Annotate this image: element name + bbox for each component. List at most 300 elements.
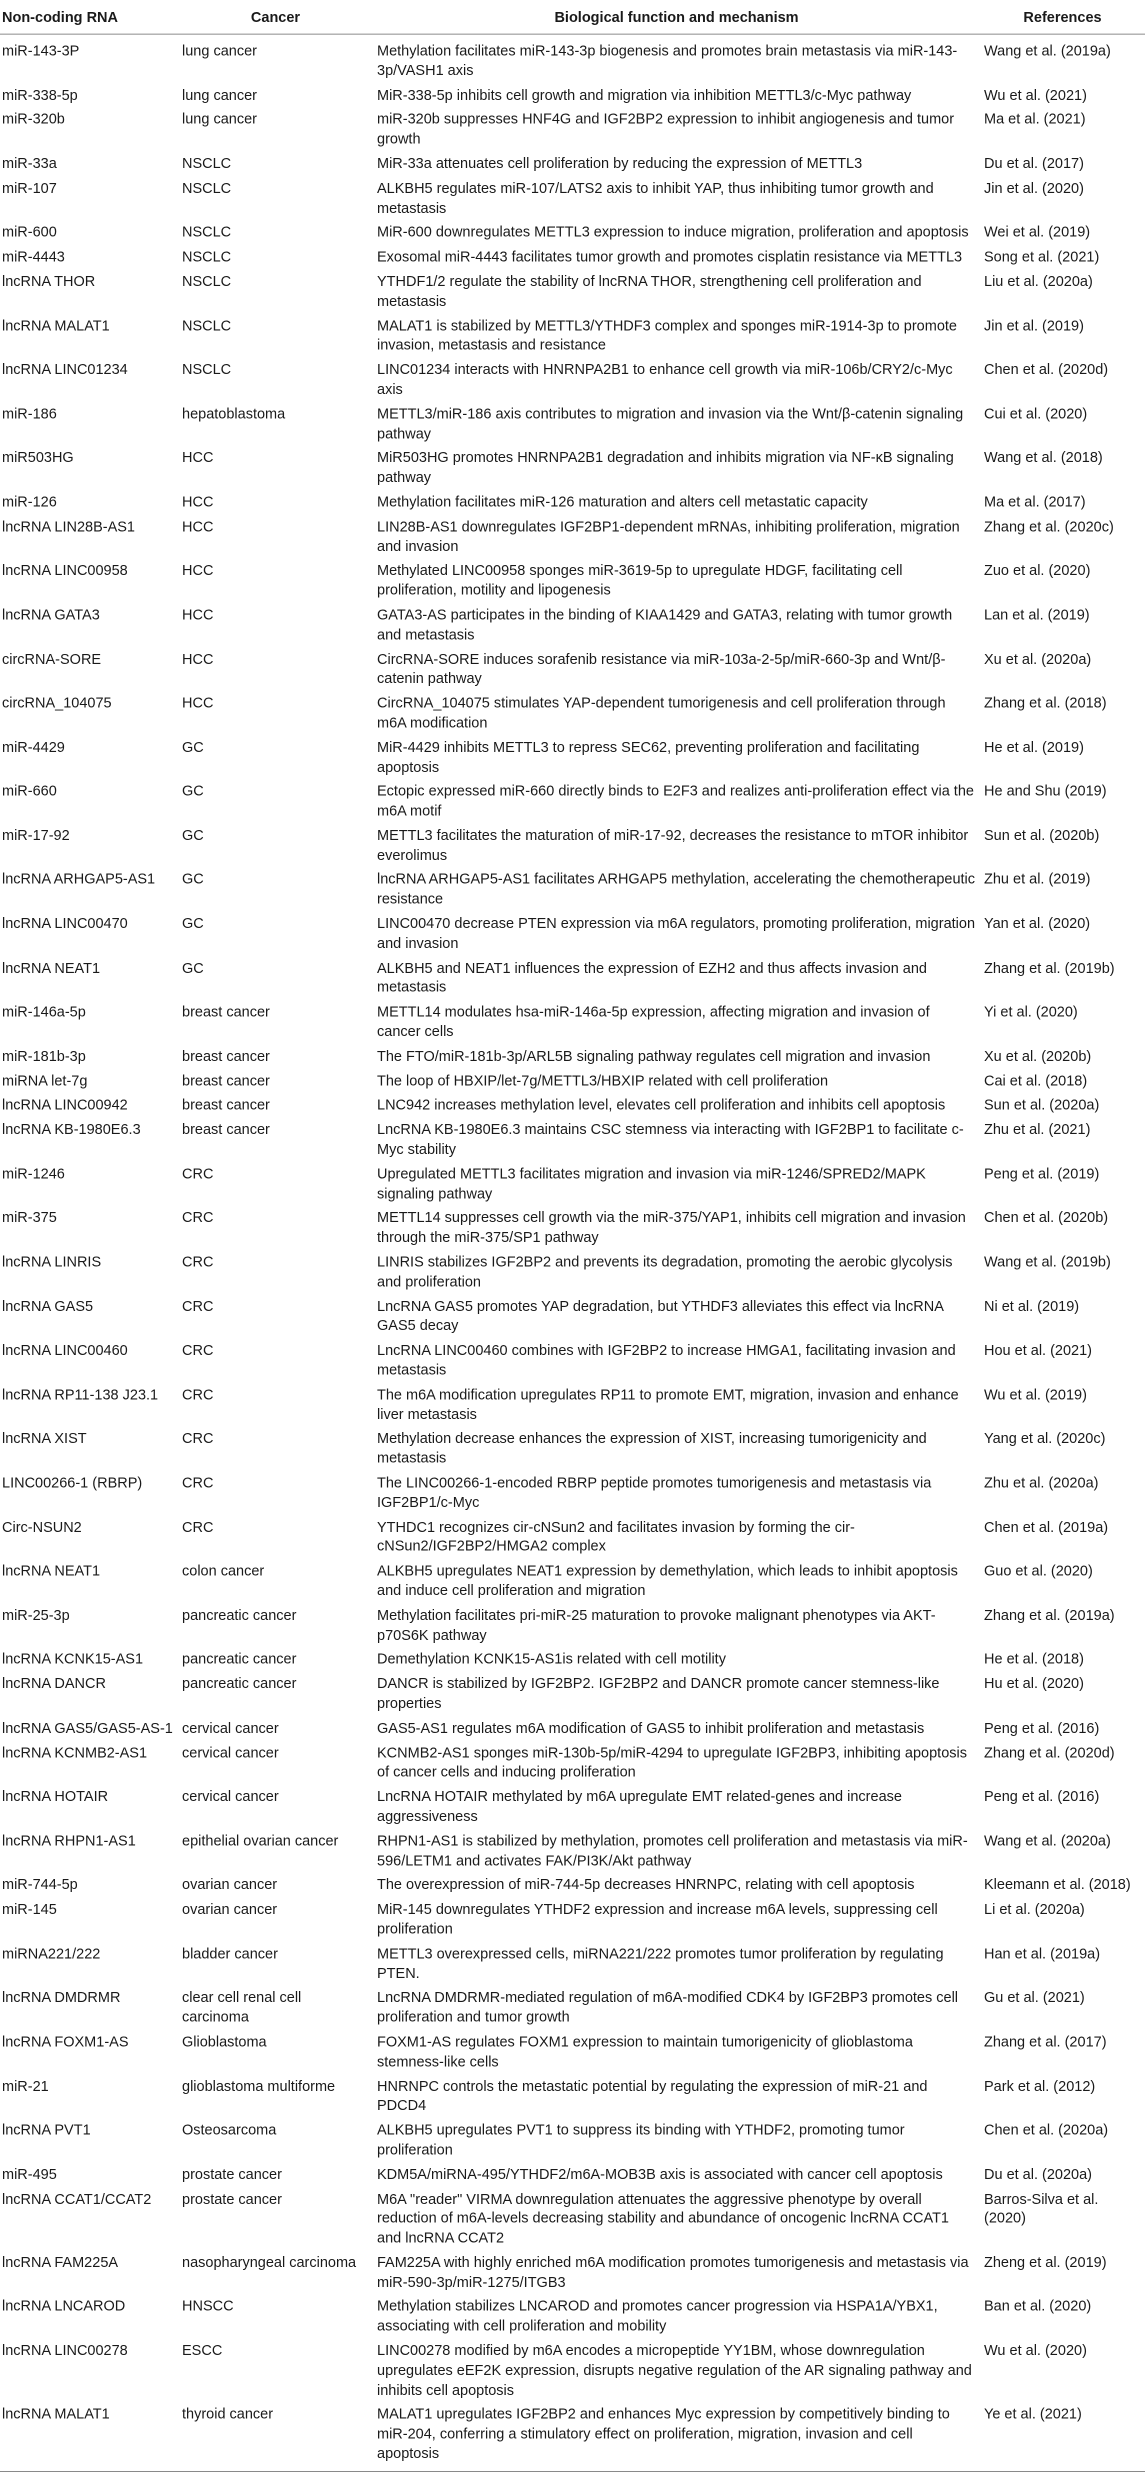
cell-noncoding-rna: miRNA221/222 [2, 1946, 101, 1963]
cell-noncoding-rna: lncRNA KCNMB2-AS1 [2, 1745, 148, 1762]
cell-noncoding-rna: miRNA let-7g [2, 1073, 88, 1090]
cell-function: Ectopic expressed miR-660 directly binds to E2F3 and realizes anti-proliferation effect via the m6A motif [377, 784, 974, 820]
cell-reference: Chen et al. (2020b) [984, 1210, 1109, 1227]
cell-function: The loop of HBXIP/let-7g/METTL3/HBXIP related with cell proliferation [377, 1073, 829, 1090]
cell-noncoding-rna: lncRNA GAS5 [2, 1298, 94, 1315]
cell-function: The FTO/miR-181b-3p/ARL5B signaling pathway regulates cell migration and invasion [377, 1048, 931, 1065]
cell-function: Methylation facilitates miR-143-3p biogenesis and promotes brain metastasis via miR-143-3p/VASH1 axis [377, 43, 958, 79]
cell-cancer: breast cancer [182, 1122, 270, 1139]
cell-function: CircRNA-SORE induces sorafenib resistance via miR-103a-2-5p/miR-660-3p and Wnt/β-catenin pathway [377, 651, 946, 688]
cell-function: LIN28B-AS1 downregulates IGF2BP1-dependent mRNAs, inhibiting proliferation, migration and invasion [377, 519, 960, 555]
cell-reference: Lan et al. (2019) [984, 607, 1090, 624]
cell-reference: Zhang et al. (2020d) [984, 1745, 1115, 1762]
cell-function: ALKBH5 and NEAT1 influences the expression of EZH2 and thus affects invasion and metastasis [377, 960, 927, 996]
table-row [0, 1831, 1145, 1875]
cell-function: ALKBH5 upregulates PVT1 to suppress its binding with YTHDF2, promoting tumor proliferation [377, 2122, 905, 2159]
cell-reference: Wang et al. (2019a) [984, 43, 1111, 60]
cell-noncoding-rna: lncRNA LINC00278 [2, 2343, 128, 2360]
cell-noncoding-rna: lncRNA LNCAROD [2, 2299, 126, 2316]
cell-cancer: CRC [182, 1254, 214, 1271]
table-row [0, 316, 1145, 360]
table-row [0, 606, 1145, 650]
cell-noncoding-rna: miR-33a [2, 156, 57, 173]
cell-reference: Zhang et al. (2017) [984, 2034, 1107, 2051]
table-row [0, 870, 1145, 914]
cell-reference: Zhang et al. (2018) [984, 695, 1107, 712]
cell-noncoding-rna: LINC00266-1 (RBRP) [2, 1475, 143, 1492]
cell-reference: Yang et al. (2020c) [984, 1431, 1106, 1448]
table-row [0, 1900, 1145, 1944]
table-row [0, 2253, 1145, 2297]
cell-cancer: thyroid cancer [178, 2405, 373, 2471]
table-row [0, 404, 1145, 448]
cell-cancer: GC [182, 872, 204, 889]
cell-reference: Ban et al. (2020) [984, 2299, 1092, 2316]
cell-reference: Jin et al. (2019) [984, 318, 1084, 335]
cell-function: The m6A modification upregulates RP11 to promote EMT, migration, invasion and enhance liver metastasis [377, 1387, 959, 1423]
cell-cancer: NSCLC [182, 318, 232, 335]
cell-function: LncRNA DMDRMR-mediated regulation of m6A-modified CDK4 by IGF2BP3 promotes cell proliferation and tumor growth [377, 1990, 959, 2026]
cell-noncoding-rna: lncRNA LINC00958 [2, 563, 128, 580]
table-row [0, 1165, 1145, 1209]
cell-reference: Wu et al. (2021) [984, 87, 1087, 104]
cell-noncoding-rna: miR-744-5p [2, 1877, 78, 1894]
table-row [0, 1003, 1145, 1047]
cell-function: MiR-33a attenuates cell proliferation by reducing the expression of METTL3 [377, 156, 863, 173]
cell-reference: Wei et al. (2019) [984, 225, 1091, 241]
cell-function: LncRNA KB-1980E6.3 maintains CSC stemness via interacting with IGF2BP1 to facilitate c-Myc stability [377, 1122, 964, 1158]
table-row [0, 694, 1145, 738]
cell-reference: Hou et al. (2021) [984, 1343, 1093, 1359]
table-row [0, 1606, 1145, 1650]
table-row [0, 650, 1145, 694]
table-row [0, 1988, 1145, 2032]
cell-cancer: NSCLC [182, 225, 232, 241]
cell-function: LINC00470 decrease PTEN expression via m6A regulators, promoting proliferation, migration and invasion [377, 916, 976, 952]
header-biological-function: Biological function and mechanism [373, 0, 980, 34]
cell-function: METTL14 suppresses cell growth via the miR-375/YAP1, inhibits cell migration and invasion through the miR-375/SP1 pathway [377, 1210, 966, 1247]
cell-noncoding-rna: miR-4443 [2, 249, 65, 266]
cell-reference: Yan et al. (2020) [984, 916, 1091, 933]
table-row [0, 1562, 1145, 1606]
cell-noncoding-rna: lncRNA CCAT1/CCAT2 [2, 2191, 152, 2208]
cell-noncoding-rna: circRNA_104075 [2, 695, 112, 712]
cell-reference: Wang et al. (2018) [984, 450, 1103, 467]
cell-function: CircRNA_104075 stimulates YAP-dependent tumorigenesis and cell proliferation through m6A modification [377, 695, 946, 732]
cell-reference: Chen et al. (2019a) [984, 1519, 1109, 1536]
cell-function: MiR-338-5p inhibits cell growth and migration via inhibition METTL3/c-Myc pathway [377, 87, 912, 104]
table-row [0, 2341, 1145, 2405]
cell-cancer: bladder cancer [182, 1946, 278, 1963]
table-header [0, 0, 1145, 34]
cell-noncoding-rna: lncRNA LINC01234 [2, 362, 128, 379]
cell-function: MALAT1 upregulates IGF2BP2 and enhances Myc expression by competitively binding to miR-204, conferring a stimulatory effect on proliferation, migration, invasion and cell apoptosis [373, 2405, 980, 2471]
cell-cancer: CRC [182, 1343, 214, 1359]
table-row [0, 561, 1145, 605]
cell-cancer: epithelial ovarian cancer [182, 1833, 339, 1850]
table-row [0, 2077, 1145, 2121]
cell-function: KCNMB2-AS1 sponges miR-130b-5p/miR-4294 to upregulate IGF2BP3, inhibiting apoptosis of cancer cells and inducing proliferation [377, 1745, 967, 1781]
cell-reference: Chen et al. (2020d) [984, 362, 1109, 379]
cell-cancer: NSCLC [182, 362, 232, 379]
cell-cancer: HCC [182, 450, 214, 467]
cell-noncoding-rna: lncRNA FAM225A [2, 2255, 119, 2272]
cell-noncoding-rna: lncRNA RP11-138 J23.1 [2, 1387, 159, 1404]
cell-noncoding-rna: miR-186 [2, 406, 57, 423]
table-row [0, 1253, 1145, 1297]
cell-reference: Zhu et al. (2019) [984, 872, 1091, 889]
cell-cancer: breast cancer [182, 1097, 270, 1114]
table-row [0, 1071, 1145, 1096]
cell-cancer: HCC [182, 519, 214, 536]
table-row [0, 179, 1145, 223]
cell-cancer: cervical cancer [182, 1789, 279, 1806]
cell-reference: Sun et al. (2020b) [984, 828, 1100, 845]
cell-cancer: CRC [182, 1387, 214, 1404]
cell-function: Methylation facilitates pri-miR-25 maturation to provoke malignant phenotypes via AKT-p70S6K pathway [377, 1607, 936, 1644]
cell-cancer: Glioblastoma [182, 2034, 267, 2051]
table-row [0, 1297, 1145, 1341]
cell-function: METTL3 overexpressed cells, miRNA221/222 promotes tumor proliferation by regulating PTEN. [377, 1946, 944, 1982]
cell-noncoding-rna: lncRNA THOR [2, 274, 96, 290]
table-row [0, 272, 1145, 316]
cell-noncoding-rna: lncRNA FOXM1-AS [2, 2034, 129, 2051]
table-row [0, 2297, 1145, 2341]
cell-cancer: ESCC [182, 2343, 223, 2360]
table-row [0, 154, 1145, 179]
cell-function: Exosomal miR-4443 facilitates tumor growth and promotes cisplatin resistance via METTL3 [377, 249, 963, 266]
cell-function: MiR-4429 inhibits METTL3 to repress SEC62, preventing proliferation and facilitating apoptosis [377, 739, 920, 776]
table-row [0, 826, 1145, 870]
cell-function: The LINC00266-1-encoded RBRP peptide promotes tumorigenesis and metastasis via IGF2BP1/c-Myc [377, 1475, 932, 1511]
cell-function: HNRNPC controls the metastatic potential by regulating the expression of miR-21 and PDCD4 [377, 2078, 928, 2115]
cell-cancer: nasopharyngeal carcinoma [182, 2255, 357, 2272]
cell-noncoding-rna: lncRNA MALAT1 [2, 318, 110, 335]
cell-cancer: NSCLC [182, 249, 232, 266]
cell-reference: Wang et al. (2019b) [984, 1254, 1111, 1271]
cell-noncoding-rna: miR-4429 [2, 739, 65, 756]
cell-function: FAM225A with highly enriched m6A modification promotes tumorigenesis and metastasis via miR-590-3p/miR-1275/ITGB3 [377, 2255, 969, 2291]
cell-function: LNC942 increases methylation level, elevates cell proliferation and inhibits cell apoptosis [377, 1097, 946, 1114]
cell-cancer: CRC [182, 1431, 214, 1448]
table-row [0, 914, 1145, 958]
cell-cancer: ovarian cancer [182, 1902, 278, 1918]
table-row [0, 493, 1145, 518]
cell-cancer: GC [182, 960, 204, 977]
cell-cancer: CRC [182, 1166, 214, 1183]
table-row [0, 110, 1145, 154]
cell-reference: Barros-Silva et al. (2020) [984, 2191, 1099, 2227]
cell-cancer: cervical cancer [182, 1720, 279, 1737]
cell-reference: Peng et al. (2016) [984, 1720, 1100, 1737]
cell-function: KDM5A/miRNA-495/YTHDF2/m6A-MOB3B axis is associated with cancer cell apoptosis [377, 2166, 943, 2183]
cell-cancer: NSCLC [182, 156, 232, 173]
cell-cancer: CRC [182, 1475, 214, 1492]
cell-reference: Han et al. (2019a) [984, 1946, 1101, 1963]
table-row [0, 360, 1145, 404]
cell-function: The overexpression of miR-744-5p decreases HNRNPC, relating with cell apoptosis [377, 1877, 915, 1894]
cell-cancer: pancreatic cancer [182, 1676, 297, 1693]
cell-function: MiR503HG promotes HNRNPA2B1 degradation and inhibits migration via NF-κB signaling pathway [377, 450, 954, 487]
cell-reference: Chen et al. (2020a) [984, 2122, 1109, 2139]
table-row [0, 1209, 1145, 1253]
table-row [0, 1518, 1145, 1562]
cell-reference: Hu et al. (2020) [984, 1676, 1084, 1693]
cell-reference: Wu et al. (2020) [984, 2343, 1087, 2360]
cell-reference: Sun et al. (2020a) [984, 1097, 1100, 1114]
cell-function: ALKBH5 upregulates NEAT1 expression by demethylation, which leads to inhibit apoptosis and induce cell proliferation and migration [377, 1563, 958, 1600]
cell-noncoding-rna: lncRNA DANCR [2, 1676, 106, 1693]
cell-reference: Li et al. (2020a) [984, 1902, 1085, 1918]
cell-reference: Peng et al. (2016) [984, 1789, 1100, 1806]
cell-reference: Cui et al. (2020) [984, 406, 1088, 423]
cell-reference: Xu et al. (2020b) [984, 1048, 1092, 1065]
table-row [0, 34, 1145, 86]
cell-cancer: pancreatic cancer [182, 1607, 297, 1624]
cell-reference: Gu et al. (2021) [984, 1990, 1085, 2007]
cell-cancer: HCC [182, 563, 214, 580]
cell-noncoding-rna: miR-126 [2, 494, 57, 511]
cell-noncoding-rna: miR-107 [2, 180, 57, 197]
cell-noncoding-rna: lncRNA PVT1 [2, 2122, 91, 2139]
cell-noncoding-rna: miR-146a-5p [2, 1004, 86, 1021]
cell-reference: He and Shu (2019) [984, 784, 1107, 800]
cell-noncoding-rna: lncRNA LIN28B-AS1 [2, 519, 135, 536]
table-row [0, 2189, 1145, 2253]
cell-reference: Zhang et al. (2020c) [984, 519, 1114, 536]
table-row [0, 248, 1145, 273]
cell-reference: Wu et al. (2019) [984, 1387, 1087, 1404]
cell-reference: Kleemann et al. (2018) [984, 1877, 1131, 1894]
table-row [0, 1120, 1145, 1164]
cell-noncoding-rna: lncRNA KB-1980E6.3 [2, 1122, 141, 1139]
table-row [0, 1675, 1145, 1719]
table-body [0, 34, 1145, 2471]
cell-function: LINC01234 interacts with HNRNPA2B1 to enhance cell growth via miR-106b/CRY2/c-Myc axis [377, 362, 953, 398]
table-row [0, 2121, 1145, 2165]
cell-function: Demethylation KCNK15-AS1is related with cell motility [377, 1651, 726, 1668]
cell-cancer: NSCLC [182, 180, 232, 197]
cell-cancer: prostate cancer [182, 2166, 282, 2183]
table-row [0, 1385, 1145, 1429]
cell-function: Upregulated METTL3 facilitates migration and invasion via miR-1246/SPRED2/MAPK signaling pathway [377, 1166, 926, 1202]
cell-function: RHPN1-AS1 is stabilized by methylation, promotes cell proliferation and metastasis via miR-596/LETM1 and activates FAK/PI3K/Akt pathway [377, 1833, 968, 1869]
table-row [0, 782, 1145, 826]
cell-noncoding-rna: lncRNA LINC00942 [2, 1097, 128, 1114]
cell-cancer: HNSCC [182, 2299, 234, 2316]
cell-reference: Du et al. (2020a) [984, 2166, 1093, 2183]
cell-cancer: clear cell renal cell carcinoma [182, 1990, 302, 2026]
cell-function: Methylation facilitates miR-126 maturation and alters cell metastatic capacity [377, 494, 868, 511]
cell-noncoding-rna: miR-320b [2, 112, 65, 129]
cell-cancer: CRC [182, 1519, 214, 1536]
cell-reference: Zhang et al. (2019a) [984, 1607, 1115, 1624]
table-row [0, 738, 1145, 782]
cell-function: MiR-600 downregulates METTL3 expression to induce migration, proliferation and apoptosis [377, 225, 969, 241]
cell-reference: Ma et al. (2017) [984, 494, 1086, 511]
table-row [0, 1474, 1145, 1518]
table-row [0, 2405, 1145, 2471]
cell-function: METTL3/miR-186 axis contributes to migration and invasion via the Wnt/β-catenin signaling pathway [377, 406, 964, 442]
cell-noncoding-rna: miR-143-3P [2, 43, 80, 60]
cell-reference: Park et al. (2012) [984, 2078, 1096, 2095]
cell-reference: Yi et al. (2020) [984, 1004, 1078, 1021]
cell-function: YTHDF1/2 regulate the stability of lncRNA THOR, strengthening cell proliferation and metastasis [377, 274, 922, 310]
cell-function: miR-320b suppresses HNF4G and IGF2BP2 expression to inhibit angiogenesis and tumor growth [377, 112, 955, 148]
cell-function: METTL3 facilitates the maturation of miR-17-92, decreases the resistance to mTOR inhibitor everolimus [377, 828, 969, 864]
cell-function: Methylation decrease enhances the expression of XIST, increasing tumorigenicity and metastasis [377, 1431, 927, 1467]
table-row [0, 1944, 1145, 1988]
cell-cancer: HCC [182, 607, 214, 624]
cell-reference: Ye et al. (2021) [980, 2405, 1145, 2471]
cell-noncoding-rna: lncRNA DMDRMR [2, 1990, 121, 2007]
cell-noncoding-rna: miR-181b-3p [2, 1048, 86, 1065]
cell-function: M6A "reader" VIRMA downregulation attenuates the aggressive phenotype by overall reduction of m6A-levels decreasing stability and abundance of oncogenic lncRNA CCAT1 and lncRNA CCAT2 [377, 2191, 949, 2247]
cell-noncoding-rna: lncRNA GAS5/GAS5-AS-1 [2, 1720, 173, 1737]
header-references: References [980, 0, 1145, 34]
cell-noncoding-rna: lncRNA XIST [2, 1431, 87, 1448]
header-row [0, 0, 1145, 34]
cell-noncoding-rna: lncRNA ARHGAP5-AS1 [2, 872, 156, 889]
cell-noncoding-rna: lncRNA LINRIS [2, 1254, 102, 1271]
cell-cancer: GC [182, 828, 204, 845]
cell-noncoding-rna: lncRNA NEAT1 [2, 1563, 101, 1580]
cell-cancer: colon cancer [182, 1563, 265, 1580]
cell-noncoding-rna: Circ-NSUN2 [2, 1519, 82, 1536]
cell-noncoding-rna: miR-600 [2, 225, 57, 241]
cell-cancer: HCC [182, 651, 214, 668]
cell-cancer: pancreatic cancer [182, 1651, 297, 1668]
cell-function: LncRNA HOTAIR methylated by m6A upregulate EMT related-genes and increase aggressiveness [377, 1789, 902, 1825]
cell-noncoding-rna: lncRNA LINC00460 [2, 1343, 128, 1359]
cell-cancer: GC [182, 784, 204, 800]
cell-reference: Liu et al. (2020a) [984, 274, 1093, 290]
cell-cancer: ovarian cancer [182, 1877, 278, 1894]
cell-function: LINC00278 modified by m6A encodes a micropeptide YY1BM, whose downregulation upregulates eEF2K expression, disrupts negative regulation of the AR signaling pathway and inhibits cell apoptosis [377, 2343, 972, 2399]
cell-reference: He et al. (2019) [984, 739, 1084, 756]
cell-noncoding-rna: miR503HG [2, 450, 74, 467]
table-row [0, 1743, 1145, 1787]
cell-noncoding-rna: miR-1246 [2, 1166, 65, 1183]
cell-function: Methylated LINC00958 sponges miR-3619-5p to upregulate HDGF, facilitating cell proliferation, motility and lipogenesis [377, 563, 903, 599]
cell-function: GATA3-AS participates in the binding of KIAA1429 and GATA3, relating with tumor growth and metastasis [377, 607, 953, 643]
cell-function: FOXM1-AS regulates FOXM1 expression to maintain tumorigenicity of glioblastoma stemness-like cells [377, 2034, 913, 2070]
cell-function: lncRNA ARHGAP5-AS1 facilitates ARHGAP5 methylation, accelerating the chemotherapeutic resistance [377, 872, 976, 908]
table-row [0, 1876, 1145, 1901]
cell-function: Methylation stabilizes LNCAROD and promotes cancer progression via HSPA1A/YBX1, associating with cell proliferation and mobility [377, 2299, 938, 2335]
cell-noncoding-rna: miR-495 [2, 2166, 57, 2183]
table-row [0, 1429, 1145, 1473]
cell-function: METTL14 modulates hsa-miR-146a-5p expression, affecting migration and invasion of cancer cells [377, 1004, 930, 1041]
cell-function: MALAT1 is stabilized by METTL3/YTHDF3 complex and sponges miR-1914-3p to promote invasion, metastasis and resistance [377, 318, 957, 354]
cell-reference: He et al. (2018) [984, 1651, 1084, 1668]
table-row [0, 449, 1145, 493]
table-row [0, 2033, 1145, 2077]
cell-cancer: CRC [182, 1298, 214, 1315]
cell-noncoding-rna: miR-145 [2, 1902, 57, 1918]
cell-noncoding-rna: lncRNA GATA3 [2, 607, 100, 624]
table-row [0, 86, 1145, 111]
cell-reference: Peng et al. (2019) [984, 1166, 1100, 1183]
table-row [0, 223, 1145, 248]
header-noncoding-rna: Non-coding RNA [0, 0, 178, 34]
table-row [0, 1787, 1145, 1831]
cell-cancer: HCC [182, 695, 214, 712]
cell-function: LncRNA GAS5 promotes YAP degradation, but YTHDF3 alleviates this effect via lncRNA GAS5 decay [377, 1298, 944, 1335]
table-row [0, 1341, 1145, 1385]
cell-cancer: breast cancer [182, 1073, 270, 1090]
cell-noncoding-rna: miR-338-5p [2, 87, 78, 104]
cell-cancer: glioblastoma multiforme [182, 2078, 336, 2095]
cell-noncoding-rna: lncRNA KCNK15-AS1 [2, 1651, 144, 1668]
cell-cancer: lung cancer [182, 112, 257, 129]
cell-cancer: breast cancer [182, 1048, 270, 1065]
cell-cancer: breast cancer [182, 1004, 270, 1021]
table-row [0, 2165, 1145, 2190]
cell-noncoding-rna: miR-375 [2, 1210, 57, 1227]
cell-noncoding-rna: lncRNA LINC00470 [2, 916, 128, 933]
cell-reference: Jin et al. (2020) [984, 180, 1084, 197]
cell-reference: Ni et al. (2019) [984, 1298, 1080, 1315]
cell-cancer: HCC [182, 494, 214, 511]
cell-reference: Zheng et al. (2019) [984, 2255, 1107, 2272]
cell-reference: Xu et al. (2020a) [984, 651, 1092, 668]
cell-cancer: lung cancer [182, 43, 257, 60]
cell-reference: Cai et al. (2018) [984, 1073, 1088, 1090]
cell-noncoding-rna: miR-25-3p [2, 1607, 70, 1624]
cell-function: ALKBH5 regulates miR-107/LATS2 axis to inhibit YAP, thus inhibiting tumor growth and metastasis [377, 180, 934, 217]
cell-cancer: hepatoblastoma [182, 406, 286, 423]
cell-reference: Zhu et al. (2021) [984, 1122, 1091, 1139]
header-cancer: Cancer [178, 0, 373, 34]
cell-cancer: Osteosarcoma [182, 2122, 277, 2139]
cell-cancer: GC [182, 916, 204, 933]
cell-reference: Zuo et al. (2020) [984, 563, 1091, 580]
cell-noncoding-rna: lncRNA HOTAIR [2, 1789, 109, 1806]
table-row [0, 1719, 1145, 1744]
table-row [0, 1650, 1145, 1675]
table-row [0, 517, 1145, 561]
cell-cancer: cervical cancer [182, 1745, 279, 1762]
cell-reference: Ma et al. (2021) [984, 112, 1086, 129]
cell-cancer: lung cancer [182, 87, 257, 104]
cell-cancer: prostate cancer [182, 2191, 282, 2208]
cell-noncoding-rna: lncRNA RHPN1-AS1 [2, 1833, 136, 1850]
cell-function: YTHDC1 recognizes cir-cNSun2 and facilitates invasion by forming the cir-cNSun2/IGF2BP2/HMGA2 complex [377, 1519, 855, 1556]
cell-function: DANCR is stabilized by IGF2BP2. IGF2BP2 and DANCR promote cancer stemness-like properties [377, 1676, 940, 1712]
cell-noncoding-rna: lncRNA MALAT1 [0, 2405, 178, 2471]
table-row [0, 959, 1145, 1003]
cell-function: LncRNA LINC00460 combines with IGF2BP2 to increase HMGA1, facilitating invasion and metastasis [377, 1343, 956, 1379]
cell-function: LINRIS stabilizes IGF2BP2 and prevents its degradation, promoting the aerobic glycolysis and proliferation [377, 1254, 953, 1291]
cell-reference: Zhang et al. (2019b) [984, 960, 1115, 977]
cell-function: MiR-145 downregulates YTHDF2 expression and increase m6A levels, suppressing cell proliferation [377, 1902, 938, 1938]
cell-reference: Guo et al. (2020) [984, 1563, 1093, 1580]
table-row [0, 1096, 1145, 1121]
cell-cancer: GC [182, 739, 204, 756]
cell-reference: Wang et al. (2020a) [984, 1833, 1111, 1850]
cell-reference: Song et al. (2021) [984, 249, 1100, 266]
cell-noncoding-rna: miR-21 [2, 2078, 49, 2095]
cell-reference: Zhu et al. (2020a) [984, 1475, 1099, 1492]
cell-noncoding-rna: miR-17-92 [2, 828, 70, 845]
cell-function: GAS5-AS1 regulates m6A modification of GAS5 to inhibit proliferation and metastasis [377, 1720, 925, 1737]
cell-noncoding-rna: lncRNA NEAT1 [2, 960, 101, 977]
table-row [0, 1047, 1145, 1072]
cell-noncoding-rna: miR-660 [2, 784, 57, 800]
cell-cancer: CRC [182, 1210, 214, 1227]
cell-noncoding-rna: circRNA-SORE [2, 651, 102, 668]
